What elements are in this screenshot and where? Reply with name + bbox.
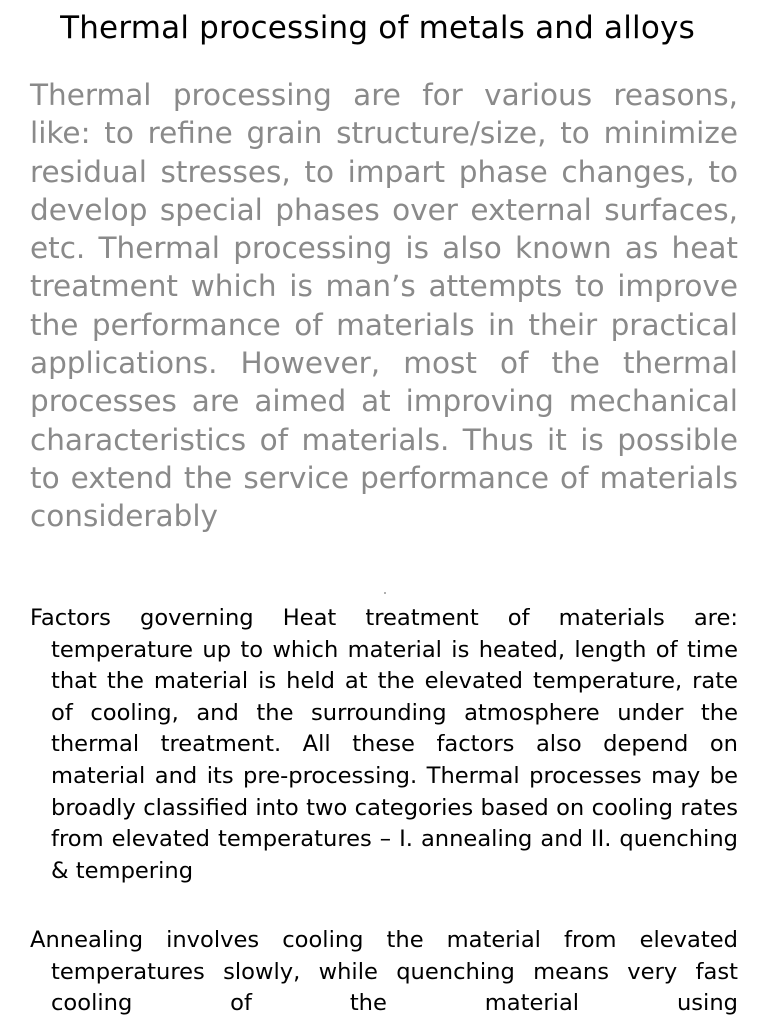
intro-paragraph: Thermal processing are for various reasons, like: to refine grain structure/size, to minimize residual stresses, to impart phase changes, to develop special phases over external surfaces, etc. Thermal processing is also known as heat treatment which is man’s attempts to improve the performance of materials in their practical applications. However, most of the thermal processes are aimed at improving mechanical characteristics of materials. Thus it is possible to extend the service performance of materials considerably [30,78,738,534]
divider-dot [384,592,386,594]
factors-paragraph: Factors governing Heat treatment of materials are: temperature up to which material is heated, length of time that the material is held at the elevated temperature, rate of cooling, and the surrounding atmosphere under the thermal treatment. All these factors also depend on material and its pre-processing. Thermal processes may be broadly classified into two categories based on cooling rates from elevated temperatures – I. annealing and II. quenching & tempering [30,605,738,884]
page-title: Thermal processing of metals and alloys [60,10,695,46]
annealing-paragraph: Annealing involves cooling the material from elevated temperatures slowly, while quenching means very fast cooling of the material using [30,927,738,1017]
